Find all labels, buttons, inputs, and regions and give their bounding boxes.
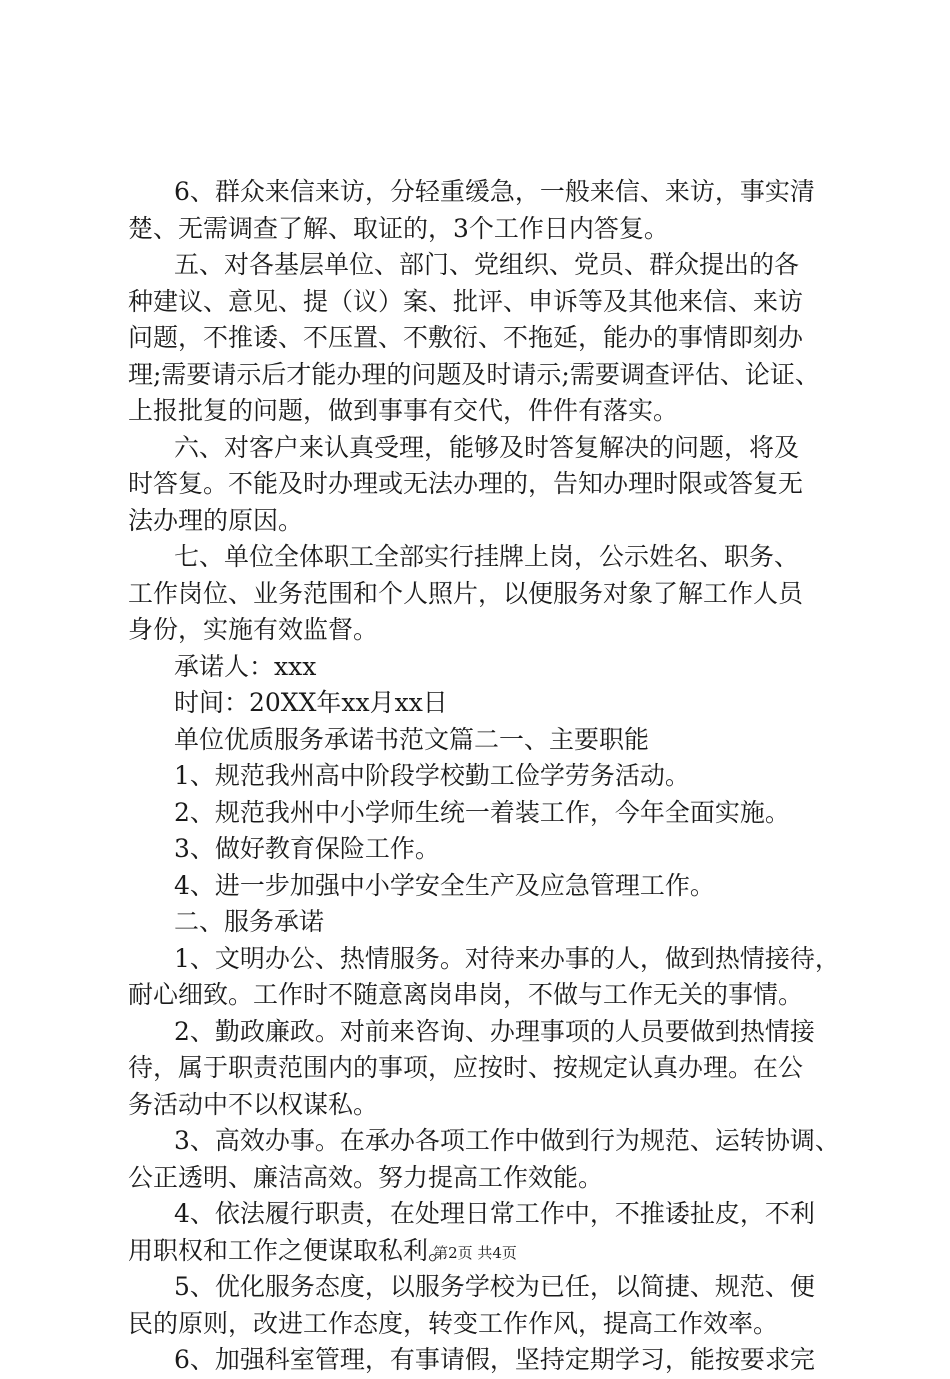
paragraph-line: 民的原则，改进工作态度，转变工作作风，提高工作效率。 — [128, 1308, 779, 1338]
paragraph-line: 楚、无需调查了解、取证的，3个工作日内答复。 — [128, 213, 669, 243]
document-body — [128, 174, 858, 1379]
paragraph-line: 理;需要请示后才能办理的问题及时请示;需要调查评估、论证、 — [128, 359, 820, 389]
paragraph-line: 3、高效办事。在承办各项工作中做到行为规范、运转协调、 — [174, 1126, 840, 1155]
paragraph-line: 时答复。不能及时办理或无法办理的，告知办理时限或答复无 — [128, 469, 804, 498]
page-number-footer: 第2页 共4页 — [433, 1244, 517, 1262]
paragraph-line: 6、加强科室管理，有事请假，坚持定期学习，能按要求完 — [174, 1345, 815, 1374]
paragraph-line: 1、规范我州高中阶段学校勤工俭学劳务活动。 — [174, 761, 690, 790]
paragraph-line: 4、进一步加强中小学安全生产及应急管理工作。 — [174, 870, 715, 900]
paragraph-line: 2、勤政廉政。对前来咨询、办理事项的人员要做到热情接 — [174, 1016, 815, 1046]
paragraph-line: 4、依法履行职责，在处理日常工作中，不推诿扯皮，不利 — [174, 1199, 815, 1228]
paragraph-line: 问题，不推诿、不压置、不敷衍、不拖延，能办的事情即刻办 — [128, 323, 804, 352]
section-heading: 单位优质服务承诺书范文篇二一、主要职能 — [174, 724, 650, 754]
paragraph-line: 用职权和工作之便谋取私利。 — [128, 1235, 454, 1265]
paragraph-line: 务活动中不以权谋私。 — [128, 1089, 379, 1119]
paragraph-line: 3、做好教育保险工作。 — [174, 834, 440, 863]
paragraph-line: 2、规范我州中小学师生统一着装工作，今年全面实施。 — [174, 797, 790, 827]
paragraph-line: 耐心细致。工作时不随意离岗串岗，不做与工作无关的事情。 — [128, 980, 804, 1009]
paragraph-line: 上报批复的问题，做到事事有交代，件件有落实。 — [128, 396, 679, 425]
paragraph-line: 种建议、意见、提（议）案、批评、申诉等及其他来信、来访 — [128, 286, 804, 316]
date-line: 时间：20XX年xx月xx日 — [174, 688, 448, 717]
signatory-line: 承诺人：xxx — [174, 651, 317, 681]
paragraph-line: 工作岗位、业务范围和个人照片，以便服务对象了解工作人员 — [128, 578, 804, 608]
paragraph-line: 5、优化服务态度，以服务学校为已任，以简捷、规范、便 — [174, 1272, 815, 1301]
paragraph-line: 六、对客户来认真受理，能够及时答复解决的问题，将及 — [174, 432, 800, 462]
paragraph-line: 1、文明办公、热情服务。对待来办事的人，做到热情接待， — [174, 943, 840, 973]
paragraph-line: 6、群众来信来访，分轻重缓急，一般来信、来访，事实清 — [174, 177, 815, 206]
section-heading: 二、服务承诺 — [174, 907, 325, 936]
paragraph-line: 待，属于职责范围内的事项，应按时、按规定认真办理。在公 — [128, 1053, 804, 1082]
paragraph-line: 身份，实施有效监督。 — [128, 615, 379, 644]
paragraph-line: 公正透明、廉洁高效。努力提高工作效能。 — [128, 1162, 604, 1192]
paragraph-line: 法办理的原因。 — [128, 505, 304, 535]
paragraph-line: 五、对各基层单位、部门、党组织、党员、群众提出的各 — [174, 250, 800, 279]
paragraph-line: 七、单位全体职工全部实行挂牌上岗，公示姓名、职务、 — [174, 542, 800, 571]
